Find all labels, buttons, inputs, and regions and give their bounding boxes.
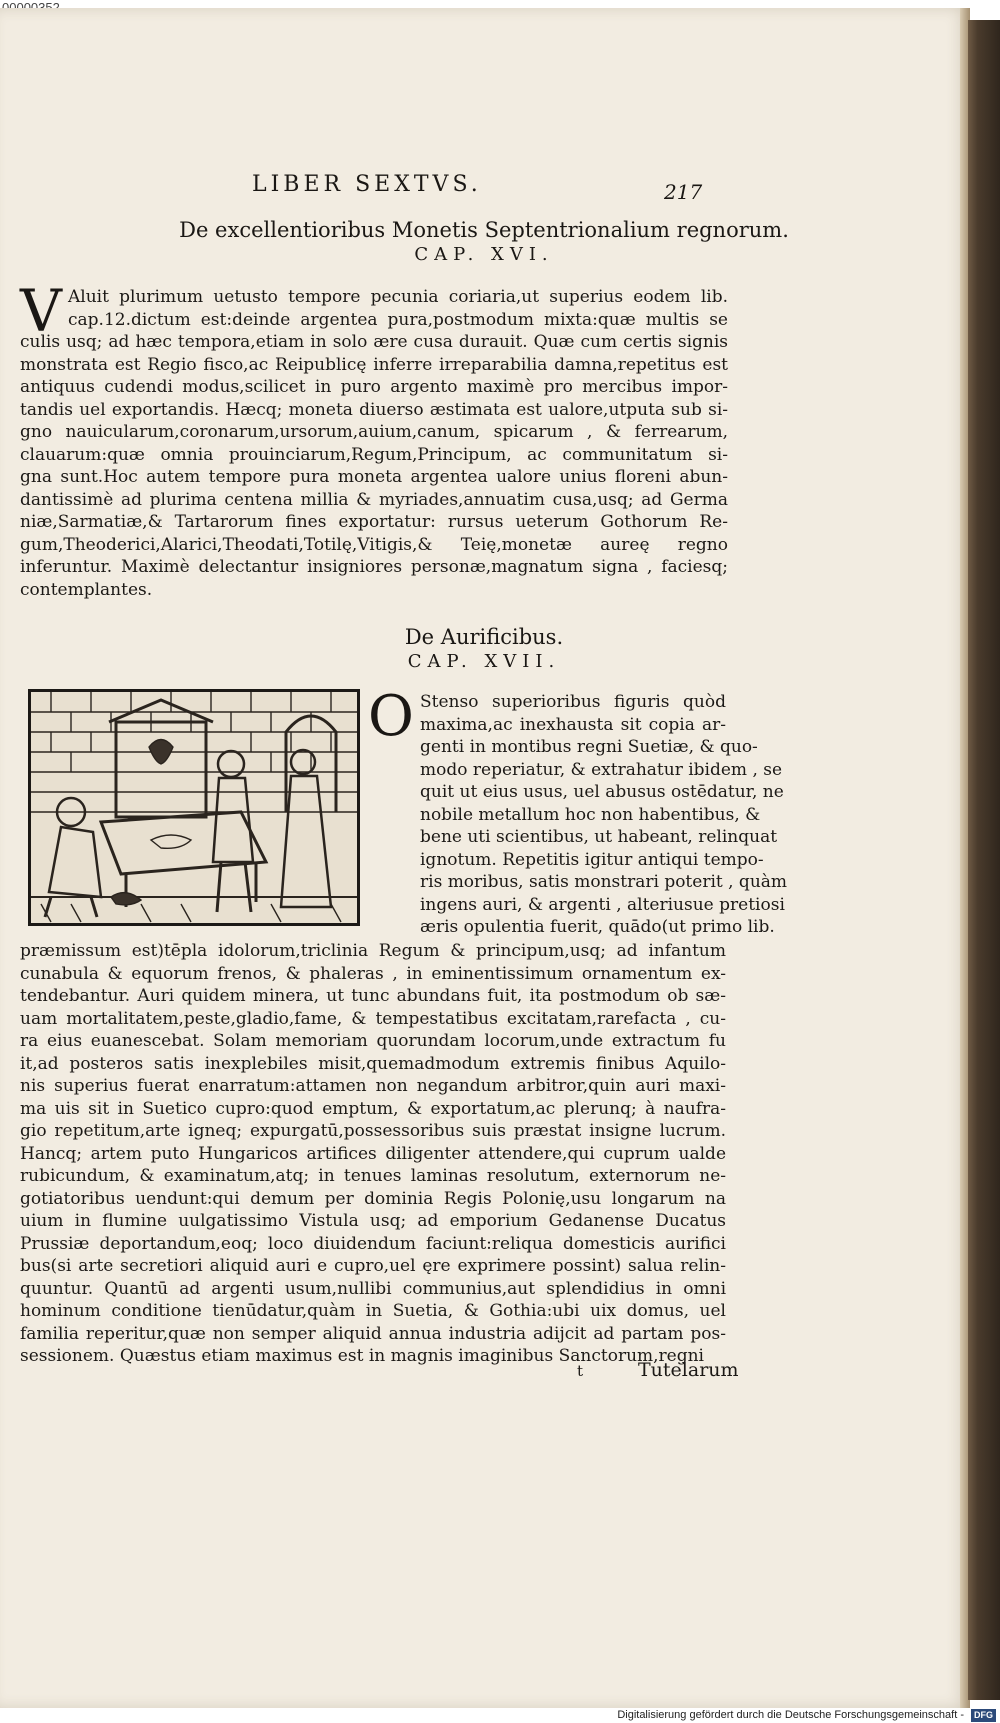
text-line: contemplantes. bbox=[20, 579, 153, 600]
text-line: genti in montibus regni Suetiæ, & quo- bbox=[420, 737, 758, 757]
text-line: ingens auri, & argenti , alteriusue pretiosi bbox=[420, 894, 785, 915]
text-line: it,ad posteros satis inexplebiles misit,quemadmodum extremis finibus Aquilo- bbox=[20, 1053, 726, 1074]
text-line: Prussiæ deportandum,eoq; loco diuidendum faciunt:reliqua domesticis aurifici bbox=[20, 1233, 726, 1254]
chapter-17-text-beside-illustration bbox=[420, 691, 788, 939]
running-title: LIBER SEXTVS. bbox=[252, 172, 482, 197]
goldsmith-woodcut-illustration bbox=[28, 689, 360, 926]
funding-credit: Digitalisierung gefördert durch die Deutsche Forschungsgemeinschaft - bbox=[617, 1709, 964, 1721]
text-line: gno nauicularum,coronarum,ursorum,auium,canum, spicarum , & ferrearum, bbox=[20, 422, 728, 442]
book-binding-edge bbox=[968, 20, 1000, 1700]
text-line: cunabula & equorum frenos, & phaleras , in eminentissimum ornamentum ex- bbox=[20, 963, 726, 984]
text-line: gna sunt.Hoc autem tempore pura moneta argentea ualore unius floreni abun- bbox=[20, 467, 728, 487]
text-line: præmissum est)tēpla idolorum,triclinia Regum & principum,usq; ad infantum bbox=[20, 941, 726, 961]
text-line: hominum conditione tienūdatur,quàm in Suetia, & Gothia:ubi uix domus, uel bbox=[20, 1301, 726, 1321]
chapter-16-text-indented bbox=[68, 286, 728, 331]
text-line: uam mortalitatem,peste,gladio,fame, & tempestatibus excitatam,rarefacta , cu- bbox=[20, 1008, 726, 1029]
text-line: quit ut eius usus, uel abusus ostēdatur, ne bbox=[420, 782, 784, 802]
text-line: sessionem. Quæstus etiam maximus est in magnis imaginibus Sanctorum,regni bbox=[20, 1346, 704, 1366]
text-line: æris opulentia fuerit, quādo(ut primo lib. bbox=[420, 917, 775, 937]
dfg-logo: DFG bbox=[971, 1709, 996, 1722]
text-line: niæ,Sarmatiæ,& Tartarorum fines exportatur: rursus ueterum Gothorum Re- bbox=[20, 512, 728, 532]
drop-cap-v: V bbox=[20, 277, 62, 345]
text-line: clauarum:quæ omnia prouinciarum,Regum,Principum, ac communitatum si- bbox=[20, 444, 728, 465]
text-line: rubicundum, & examinatum,atq; in tenues laminas resolutum, externorum ne- bbox=[20, 1166, 726, 1186]
text-line: nobile metallum hoc non habentibus, & bbox=[420, 804, 761, 825]
text-line: antiquus cudendi modus,scilicet in puro argento maximè pro mercibus impor- bbox=[20, 377, 728, 397]
text-line: gio repetitum,arte igneq; expurgatū,possessoribus suis præstat insigne lucrum. bbox=[20, 1121, 726, 1141]
folio-number: 217 bbox=[664, 180, 703, 204]
chapter-17-number: CAP. XVII. bbox=[407, 651, 561, 672]
text-line: bus(si arte secretiori aliquid auri e cupro,uel ęre exprimere possint) salua relin- bbox=[20, 1256, 726, 1276]
text-line: gum,Theoderici,Alarici,Theodati,Totilę,Vitigis,& Teię,monetæ aureę regno bbox=[20, 534, 728, 555]
catchword: Tutelarum bbox=[638, 1359, 739, 1381]
signature-mark: t bbox=[577, 1362, 584, 1380]
text-line: nis superius fuerat enarratum:attamen non negandum arbitror,quin auri maxi- bbox=[20, 1076, 726, 1096]
text-line: familia reperitur,quæ non semper aliquid annua industria adijcit ad partam pos- bbox=[20, 1323, 726, 1344]
text-line: inferuntur. Maximè delectantur insigniores personæ,magnatum signa , faciesq; bbox=[20, 557, 728, 577]
text-line: modo reperiatur, & extrahatur ibidem , se bbox=[420, 759, 783, 780]
text-line: ra eius euanescebat. Solam memoriam quorundam locorum,unde extractum fu bbox=[20, 1031, 726, 1051]
text-line: bene uti scientibus, ut habeant, relinquat bbox=[420, 827, 778, 847]
text-line: ma uis sit in Suetico cupro:quod emptum, & exportatum,ac plerunq; à naufra- bbox=[20, 1098, 726, 1119]
text-line: Aluit plurimum uetusto tempore pecunia coriaria,ut superius eodem lib. bbox=[68, 287, 728, 307]
text-line: cap.12.dictum est:deinde argentea pura,postmodum mixta:quæ multis se bbox=[68, 309, 728, 330]
drop-cap-o: O bbox=[368, 684, 414, 749]
text-line: culis usq; ad hæc tempora,etiam in solo ære cusa durauit. Quæ cum certis signis bbox=[20, 332, 728, 352]
text-line: tendebantur. Auri quidem minera, ut tunc abundans fuit, ita postmodum ob sæ- bbox=[20, 986, 726, 1006]
text-line: maxima,ac inexhausta sit copia ar- bbox=[420, 714, 726, 735]
text-line: monstrata est Regio fisco,ac Reipublicę inferre irreparabilia damna,repetitus est bbox=[20, 354, 728, 375]
chapter-17-text bbox=[20, 940, 726, 1368]
text-line: ignotum. Repetitis igitur antiqui tempo- bbox=[420, 849, 764, 870]
chapter-16-title: De excellentioribus Monetis Septentrionalium regnorum. bbox=[179, 218, 789, 242]
text-line: Hancq; artem puto Hungaricos artifices diligenter attendere,qui cuprum ualde bbox=[20, 1143, 726, 1164]
woodcut-image bbox=[31, 692, 357, 923]
text-line: tandis uel exportandis. Hæcq; moneta diuerso æstimata est ualore,utputa sub si- bbox=[20, 399, 728, 420]
chapter-16-text bbox=[20, 331, 728, 601]
text-line: dantissimè ad plurima centena millia & myriades,annuatim cusa,usq; ad Germa bbox=[20, 489, 728, 510]
text-line: ris moribus, satis monstrari poterit , quàm bbox=[420, 872, 788, 892]
chapter-17-title: De Aurificibus. bbox=[404, 625, 564, 649]
text-line: Stenso superioribus figuris quòd bbox=[420, 692, 726, 712]
text-line: gotiatoribus uendunt:qui demum per dominia Regis Polonię,usu longarum na bbox=[20, 1188, 726, 1209]
text-line: quuntur. Quantū ad argenti usum,nullibi communius,aut splendidius in omni bbox=[20, 1278, 726, 1299]
chapter-16-number: CAP. XVI. bbox=[414, 244, 554, 265]
text-line: uium in flumine uulgatissimo Vistula usq; ad emporium Gedanense Ducatus bbox=[20, 1211, 726, 1231]
